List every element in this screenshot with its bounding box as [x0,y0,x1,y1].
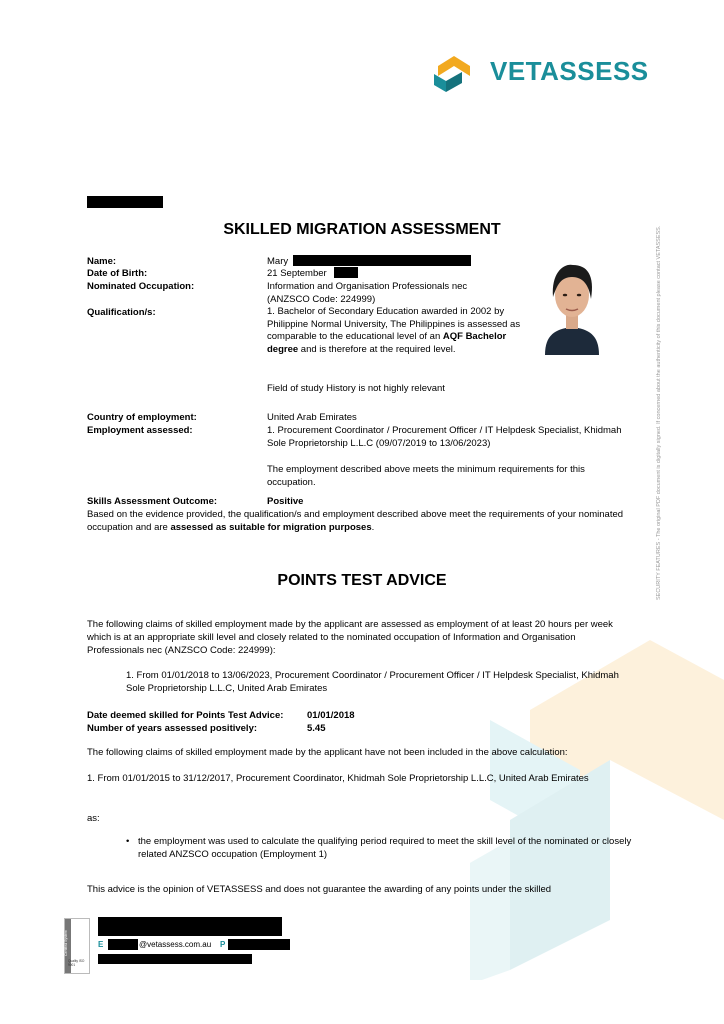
points-intro: The following claims of skilled employment made by the applicant are assessed as employment of at least 20 hours per week which is at an appropriate skill level and closely related to the nominated occupation of Information and Organisation Professionals nec (ANZSCO Code: 224999): [87,619,613,656]
qualification-text-end: and is therefore at the required level. [298,343,456,355]
excluded-claim-1: 1. From 01/01/2015 to 31/12/2017, Procurement Coordinator, Khidmah Sole Proprietorship L.L.C, United Arab Emirates [87,773,589,784]
years-label: Number of years assessed positively: [87,723,258,734]
occupation-line1: Information and Organisation Professionals nec [267,281,468,292]
as-label: as: [87,813,100,824]
logo-mark-icon [432,52,478,94]
years-value: 5.45 [307,723,326,734]
qualification-level: AQF Bachelor degree [267,331,507,355]
employment-note: The employment described above meets the minimum requirements for this occupation. [267,464,585,488]
occupation-line2: (ANZSCO Code: 224999) [267,294,376,305]
applicant-photo [535,257,609,355]
redacted-surname [293,255,471,266]
date-deemed-label: Date deemed skilled for Points Test Advice: [87,710,284,721]
name-label: Name: [87,256,117,267]
qualification-label: Qualification/s: [87,307,156,318]
outcome-label: Skills Assessment Outcome: [87,496,218,507]
vetassess-logo [432,52,672,94]
country-value: United Arab Emirates [267,412,357,423]
email-domain[interactable]: @vetassess.com.au [139,940,212,949]
outcome-value: Positive [267,496,304,507]
field-of-study: Field of study History is not highly relevant [267,383,445,394]
security-features-text: SECURITY FEATURES - The original PDF document is digitally signed. If concerned about the authenticity of this document please contact VETASSESS. [656,225,662,600]
name-value: Mary [267,256,289,267]
redacted-email-user [108,939,138,950]
employment-value: 1. Procurement Coordinator / Procurement Officer / IT Helpdesk Specialist, Khidmah Sole Proprietorship L.L.C (09/07/2019 to 13/06/2023) [267,425,622,449]
employment-label: Employment assessed: [87,425,193,436]
bullet-text: the employment was used to calculate the qualifying period required to meet the skill level of the nominated or closely related ANZSCO occupation (Employment 1) [138,836,632,860]
date-deemed-value: 01/01/2018 [307,710,355,721]
contact-line [98,939,298,952]
outcome-text-start: Based on the evidence provided, the qualification/s and employment described above meet the requirements of your nominated occupation and are [87,509,624,533]
bullet-item [126,835,641,861]
qualification-text: 1. Bachelor of Secondary Education awarded in 2002 by Philippine Normal University, The Philippines is assessed as comparable to the educational level of an [267,306,521,342]
redacted-birth-year [334,267,358,278]
page-title: SKILLED MIGRATION ASSESSMENT [223,221,501,238]
bullet-icon: • [126,836,130,847]
outcome-text-end: . [371,522,375,533]
cert-label: Certified System [63,930,68,956]
points-claim-1: 1. From 01/01/2018 to 13/06/2023, Procurement Coordinator / Procurement Officer / IT Helpdesk Specialist, Khidmah Sole Proprietorship L.L.C, United Arab Emirates [126,670,619,694]
phone-prefix: P [220,940,226,949]
points-title: POINTS TEST ADVICE [277,572,447,589]
redacted-signatory-name [98,917,282,936]
disclaimer: This advice is the opinion of VETASSESS and does not guarantee the awarding of any points under the skilled [87,884,552,895]
redacted-phone [228,939,290,950]
logo-text: VETASSESS [490,56,649,86]
redacted-reference [87,196,163,208]
outcome-text [87,508,632,534]
email-prefix: E [98,940,104,949]
excluded-intro: The following claims of skilled employment made by the applicant have not been included in the above calculation: [87,747,568,758]
certified-system-badge [64,918,90,974]
occupation-label: Nominated Occupation: [87,281,195,292]
dob-value: 21 September [267,268,327,279]
qualification-value [267,306,529,356]
country-label: Country of employment: [87,412,197,423]
dob-label: Date of Birth: [87,268,148,279]
cert-text: Quality ISO 9001 [68,959,85,967]
outcome-text-emphasis: assessed as suitable for migration purposes [170,522,372,533]
redacted-address [98,954,252,964]
